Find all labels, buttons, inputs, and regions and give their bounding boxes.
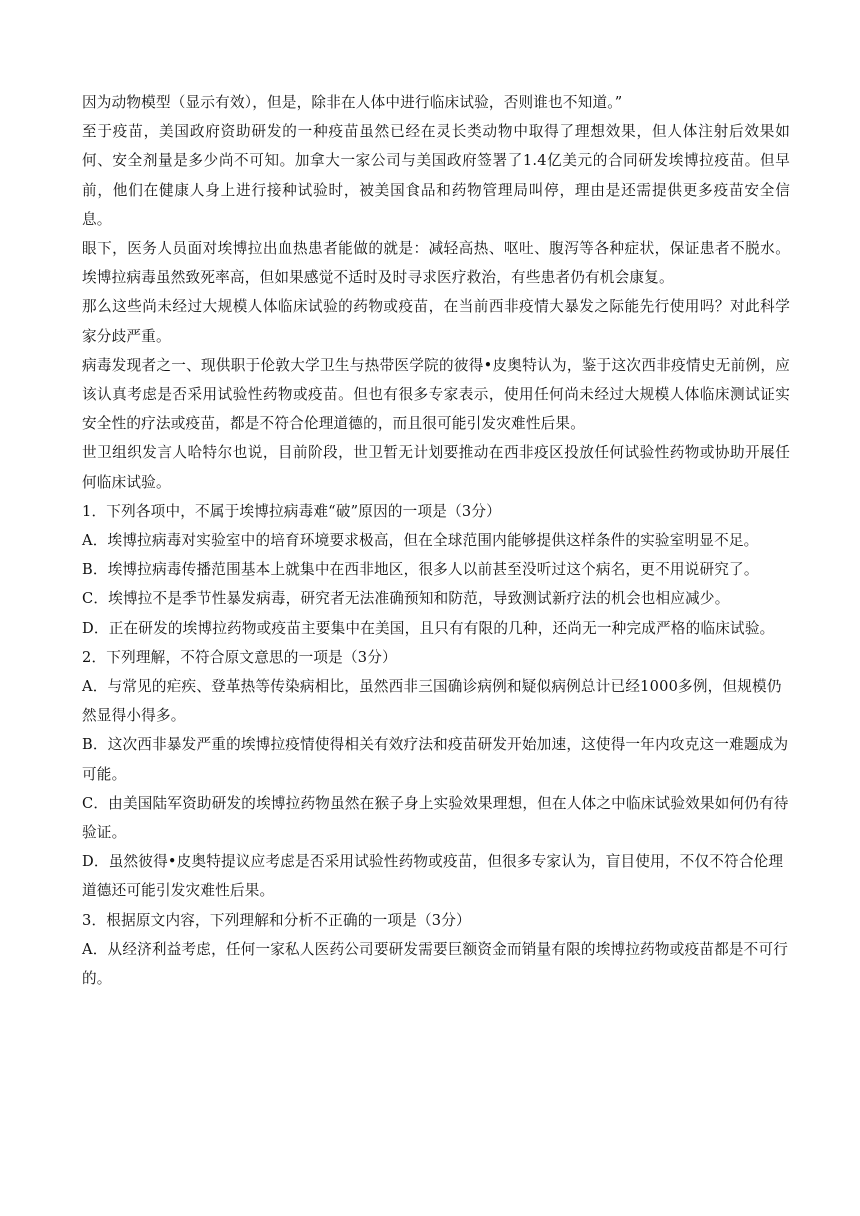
question-1-stem: 1．下列各项中，不属于埃博拉病毒难“破”原因的一项是（3分） [82,502,501,520]
paragraph-2: 至于疫苗，美国政府资助研发的一种疫苗虽然已经在灵长类动物中取得了理想效果，但人体注射后效果如何、安全剂量是多少尚不可知。加拿大一家公司与美国政府签署了1.4亿美元的合同研发埃博拉疫苗。但早前，他们在健康人身上进行接种试验时，被美国食品和药物管理局叫停，理由是还需提供更多疫苗安全信息。 [82,123,790,228]
paragraph-5: 病毒发现者之一、现供职于伦敦大学卫生与热带医学院的彼得•皮奥特认为，鉴于这次西非疫情史无前例，应该认真考虑是否采用试验性药物或疫苗。但也有很多专家表示，使用任何尚未经过大规模人体临床测试证实安全性的疗法或疫苗，都是不符合伦理道德的，而且很可能引发灾难性后果。 [82,356,790,433]
paragraph-1: 因为动物模型（显示有效），但是，除非在人体中进行临床试验，否则谁也不知道。” [82,94,623,111]
question-2-stem: 2．下列理解，不符合原文意思的一项是（3分） [82,648,397,666]
question-2-option-d: D．虽然彼得•皮奥特提议应考虑是否采用试验性药物或疫苗，但很多专家认为，盲目使用，不仅不符合伦理道德还可能引发灾难性后果。 [82,853,784,900]
question-1-option-a: A．埃博拉病毒对实验室中的培育环境要求极高，但在全球范围内能够提供这样条件的实验室明显不足。 [82,532,759,550]
question-3-option-a: A．从经济利益考虑，任何一家私人医药公司要研发需要巨额资金而销量有限的埃博拉药物或疫苗都是不可行的。 [82,940,789,988]
question-3-stem: 3．根据原文内容，下列理解和分析不正确的一项是（3分） [82,911,471,929]
paragraph-3: 眼下，医务人员面对埃博拉出血热患者能做的就是：减轻高热、呕吐、腹泻等各种症状，保证患者不脱水。埃博拉病毒虽然致死率高，但如果感觉不适时及时寻求医疗救治，有些患者仍有机会康复。 [82,240,790,287]
paragraph-6: 世卫组织发言人哈特尔也说，目前阶段，世卫暂无计划要推动在西非疫区投放任何试验性药物或协助开展任何临床试验。 [82,444,790,491]
question-1-option-b: B．埃博拉病毒传播范围基本上就集中在西非地区，很多人以前甚至没听过这个病名，更不用说研究了。 [82,561,759,579]
question-2-option-b: B．这次西非暴发严重的埃博拉疫情使得相关有效疗法和疫苗研发开始加速，这使得一年内攻克这一难题成为可能。 [82,736,789,783]
question-2-option-a: A．与常见的疟疾、登革热等传染病相比，虽然西非三国确诊病例和疑似病例总计已经1000多例，但规模仍然显得小得多。 [82,678,782,725]
question-2-option-c: C．由美国陆军资助研发的埃博拉药物虽然在猴子身上实验效果理想，但在人体之中临床试验效果如何仍有待验证。 [82,794,789,842]
document-page [82,88,790,993]
paragraph-4: 那么这些尚未经过大规模人体临床试验的药物或疫苗，在当前西非疫情大暴发之际能先行使用吗？对此科学家分歧严重。 [82,298,790,345]
question-1-option-c: C．埃博拉不是季节性暴发病毒，研究者无法准确预知和防范，导致测试新疗法的机会也相应减少。 [82,590,730,608]
question-1-option-d: D．正在研发的埃博拉药物或疫苗主要集中在美国，且只有有限的几种，还尚无一种完成严格的临床试验。 [82,619,775,637]
